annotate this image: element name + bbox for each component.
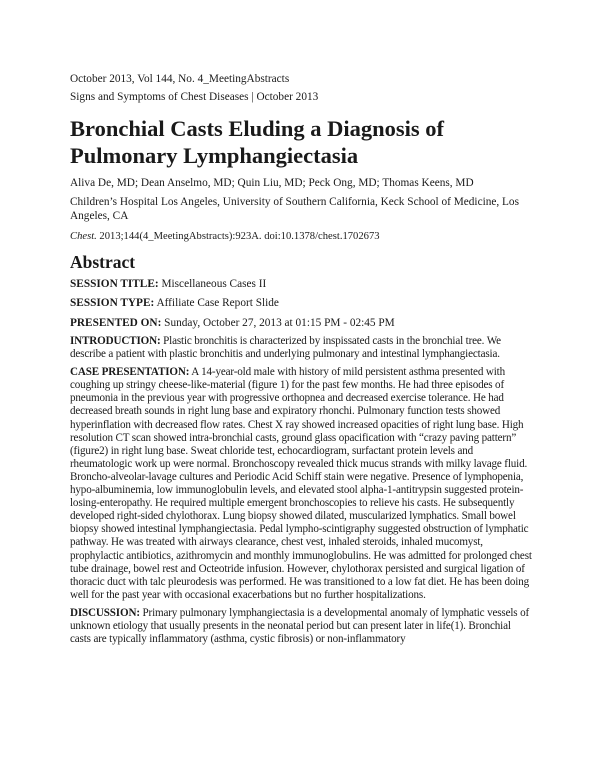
session-type-value: Affiliate Case Report Slide [154,297,279,309]
session-type [70,296,532,310]
article-content [70,70,532,651]
introduction-text: Plastic bronchitis is characterized by inspissated casts in the bronchial tree. We describe a patient with plastic bronchitis and underlying pulmonary and intestinal lymphangiectasia. [70,335,501,361]
discussion-text: Primary pulmonary lymphangiectasia is a developmental anomaly of lymphatic vessels of unknown etiology that usually presents in the neonatal period but can present later in life(1). Bronchial casts are typically inflammatory (asthma, cystic fibrosis) or non-inflammatory [70,606,530,646]
case-presentation-text: A 14-year-old male with history of mild persistent asthma presented with coughing up stringy cheese-like-material (figure 1) for the past few months. He had three episodes of pneumonia in the previous year with progressive orthopnea and decreased exercise tolerance. He had decreased breath sounds in right lung base and expiratory rhonchi. Pulmonary function tests showed hyperinflation with decreased flow rates. Chest X ray showed increased opacities of right lung base. High resolution CT scan showed intra-bronchial casts, ground glass opacification with “crazy paving pattern” (figure2) in right lung base. Sweat chloride test, echocardiogram, surfactant protein levels and rheumatologic work up were normal. Bronchoscopy revealed thick mucus strands with milky lavage fluid. Broncho-alveolar-lavage cultures and Periodic Acid Schiff stain were negative. Presence of lymphopenia, hypo-albuminemia, low immunoglobulin levels, and elevated stool alpha-1-antitrypsin suggested protein-losing-enteropathy. He required multiple emergent bronchoscopies to relieve his casts. He subsequently developed right-sided chylothorax. Lung biopsy showed dilated, muscularized lymphatics. Small bowel biopsy showed intestinal lymphangiectasia. Pedal lympho-scintigraphy suggested obstruction of lymphatic pathway. He was treated with airways clearance, chest vest, inhaled steroids, inhaled mucomyst, prophylactic antibiotics, azithromycin and monthly immunoglobulins. He was admitted for prolonged chest tube drainage, bowel rest and Octeotride infusion. However, chylothorax persisted and surgical ligation of thoracic duct with talc pleurodesis was performed. He was transitioned to a low fat diet. He has been doing well for the past year with occasional exacerbations but no further hospitalizations. [70,366,532,601]
citation-journal: Chest. [70,230,97,242]
presented-on-label: PRESENTED ON: [70,316,162,329]
discussion-label: DISCUSSION: [70,606,140,619]
case-presentation-label: CASE PRESENTATION: [70,366,190,379]
case-presentation-paragraph [70,366,532,602]
article-meta [70,70,532,106]
introduction-paragraph [70,335,532,361]
session-title-label: SESSION TITLE: [70,277,159,290]
abstract-heading: Abstract [70,251,136,272]
section-line: Signs and Symptoms of Chest Diseases | October 2013 [70,91,319,103]
citation-details: 2013;144(4_MeetingAbstracts):923A. doi:10.1378/chest.1702673 [96,230,380,242]
presented-on-value: Sunday, October 27, 2013 at 01:15 PM - 02:45 PM [161,316,395,329]
discussion-paragraph [70,607,532,646]
presented-on [70,316,532,330]
session-title [70,277,532,291]
journal-issue: October 2013, Vol 144, No. 4_MeetingAbstracts [70,73,290,85]
article-title: Bronchial Casts Eluding a Diagnosis of Pulmonary Lymphangiectasia [70,116,445,168]
session-title-value: Miscellaneous Cases II [158,277,267,290]
introduction-label: INTRODUCTION: [70,335,161,347]
author-list: Aliva De, MD; Dean Anselmo, MD; Quin Liu, MD; Peck Ong, MD; Thomas Keens, MD [70,177,474,189]
citation [70,230,532,244]
affiliation: Children’s Hospital Los Angeles, University of Southern California, Keck School of Medicine, Los Angeles, CA [70,195,519,222]
session-type-label: SESSION TYPE: [70,297,155,309]
